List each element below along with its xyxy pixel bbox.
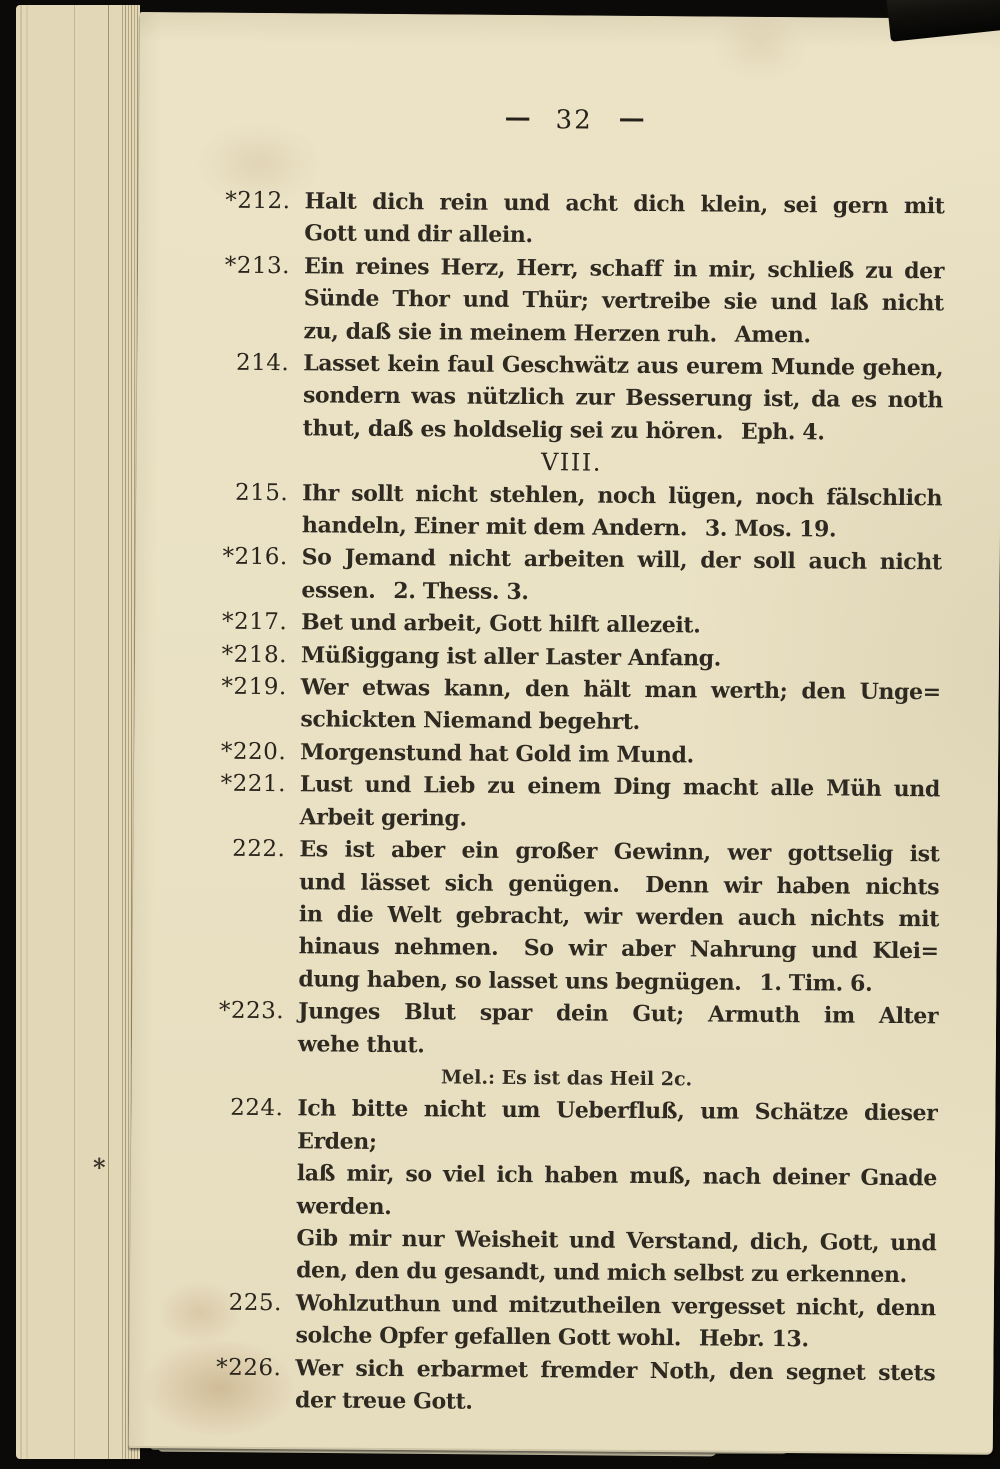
entry-number: *220.	[220, 738, 287, 766]
entry-number: 222.	[232, 835, 286, 863]
book-page	[129, 12, 1000, 1453]
section-heading: VIII.	[540, 448, 603, 477]
entry-text: Es ist aber ein großer Gewinn, wer gottselig ist und lässet sich genügen. Denn wir haben nichts in die Welt gebracht, wir werden auch nichts mit hinaus nehmen. So wir aber Nahrung und Klei= dung haben, so lasset uns begnügen. 1. Tim. 6.	[298, 836, 940, 997]
hymn-entry-219	[198, 671, 940, 742]
entry-number: *212.	[225, 187, 291, 215]
entry-number: *223.	[218, 997, 285, 1025]
entry-text: So Jemand nicht arbeiten will, der soll auch nicht essen. 2. Thess. 3.	[301, 544, 942, 605]
hymn-entry-212	[202, 184, 944, 255]
entry-text: Ich bitte nicht um Ueberfluß, um Schätze dieser Erden; laß mir, so viel ich haben muß, nach deiner Gnade werden. Gib mir nur Weisheit und Verstand, dich, Gott, und den, den du gesandt, und mich selbst zu erkennen.	[296, 1095, 938, 1289]
hymn-entry-225	[193, 1286, 935, 1357]
hymn-entry-226	[193, 1351, 935, 1422]
entry-number: *221.	[220, 770, 287, 798]
page-number-header	[203, 101, 945, 139]
hymn-entry-224	[194, 1092, 938, 1292]
entry-text: Wer sich erbarmet fremder Noth, den segnet stets der treue Gott.	[294, 1354, 936, 1415]
margin-asterisk: *	[93, 1153, 106, 1182]
melody-line: Mel.: Es ist das Heil 2c.	[441, 1066, 693, 1091]
entry-text: Halt dich rein und acht dich klein, sei gern mit Gott und dir allein.	[304, 188, 945, 249]
hymn-entry-215	[200, 476, 942, 547]
entry-number: *216.	[222, 544, 288, 571]
entry-text: Lasset kein faul Geschwätz aus eurem Munde gehen, sondern was nützlich zur Besserung ist, da es noth thut, daß es holdselig sei zu hören. Eph. 4.	[302, 350, 944, 446]
page-edges-stack	[16, 5, 140, 1459]
entry-text: Ein reines Herz, Herr, schaff in mir, schließ zu der Sünde Thor und Thür; vertreibe sie und laß nicht zu, daß sie in meinem Herzen ruh. Amen.	[303, 253, 945, 348]
entry-number: 224.	[230, 1095, 284, 1122]
page-number: 32	[555, 105, 593, 136]
entry-list	[193, 184, 945, 1421]
entry-text: Morgenstund hat Gold im Mund.	[300, 739, 694, 769]
hymn-entry-213	[201, 249, 944, 352]
hymn-entry-216	[199, 541, 941, 612]
entry-number: *218.	[221, 641, 288, 668]
entry-number: *219.	[221, 673, 287, 701]
page-content	[193, 13, 946, 1422]
header-dash-left: —	[504, 102, 530, 134]
entry-text: Müßiggang ist aller Laster Anfang.	[300, 641, 722, 672]
entry-number: 215.	[234, 479, 289, 506]
entry-text: Ihr sollt nicht stehlen, noch lügen, noch fälschlich handeln, Einer mit dem Andern. 3. Mos. 19.	[301, 479, 943, 543]
entry-number: 214.	[235, 349, 290, 377]
hymn-entry-214	[201, 347, 944, 450]
entry-number: *213.	[224, 252, 291, 279]
hymn-entry-221	[198, 768, 940, 839]
entry-number: 225.	[228, 1289, 282, 1316]
header-dash-right: —	[618, 103, 644, 134]
entry-text: Wer etwas kann, den hält man werth; den Unge= schickten Niemand begehrt.	[300, 674, 941, 736]
entry-text: Junges Blut spar dein Gut; Armuth im Alter wehe thut.	[297, 998, 939, 1058]
entry-text: Bet und arbeit, Gott hilft allezeit.	[301, 609, 701, 639]
hymn-entry-222	[196, 833, 939, 1001]
entry-text: Lust und Lieb zu einem Ding macht alle Müh und Arbeit gering.	[299, 771, 941, 832]
entry-number: *226.	[216, 1354, 282, 1381]
entry-text: Wohlzuthun und mitzutheilen vergesset nicht, denn solche Opfer gefallen Gott wohl. Hebr. 13.	[295, 1290, 936, 1353]
hymn-entry-223	[196, 995, 938, 1066]
entry-number: *217.	[221, 608, 288, 636]
